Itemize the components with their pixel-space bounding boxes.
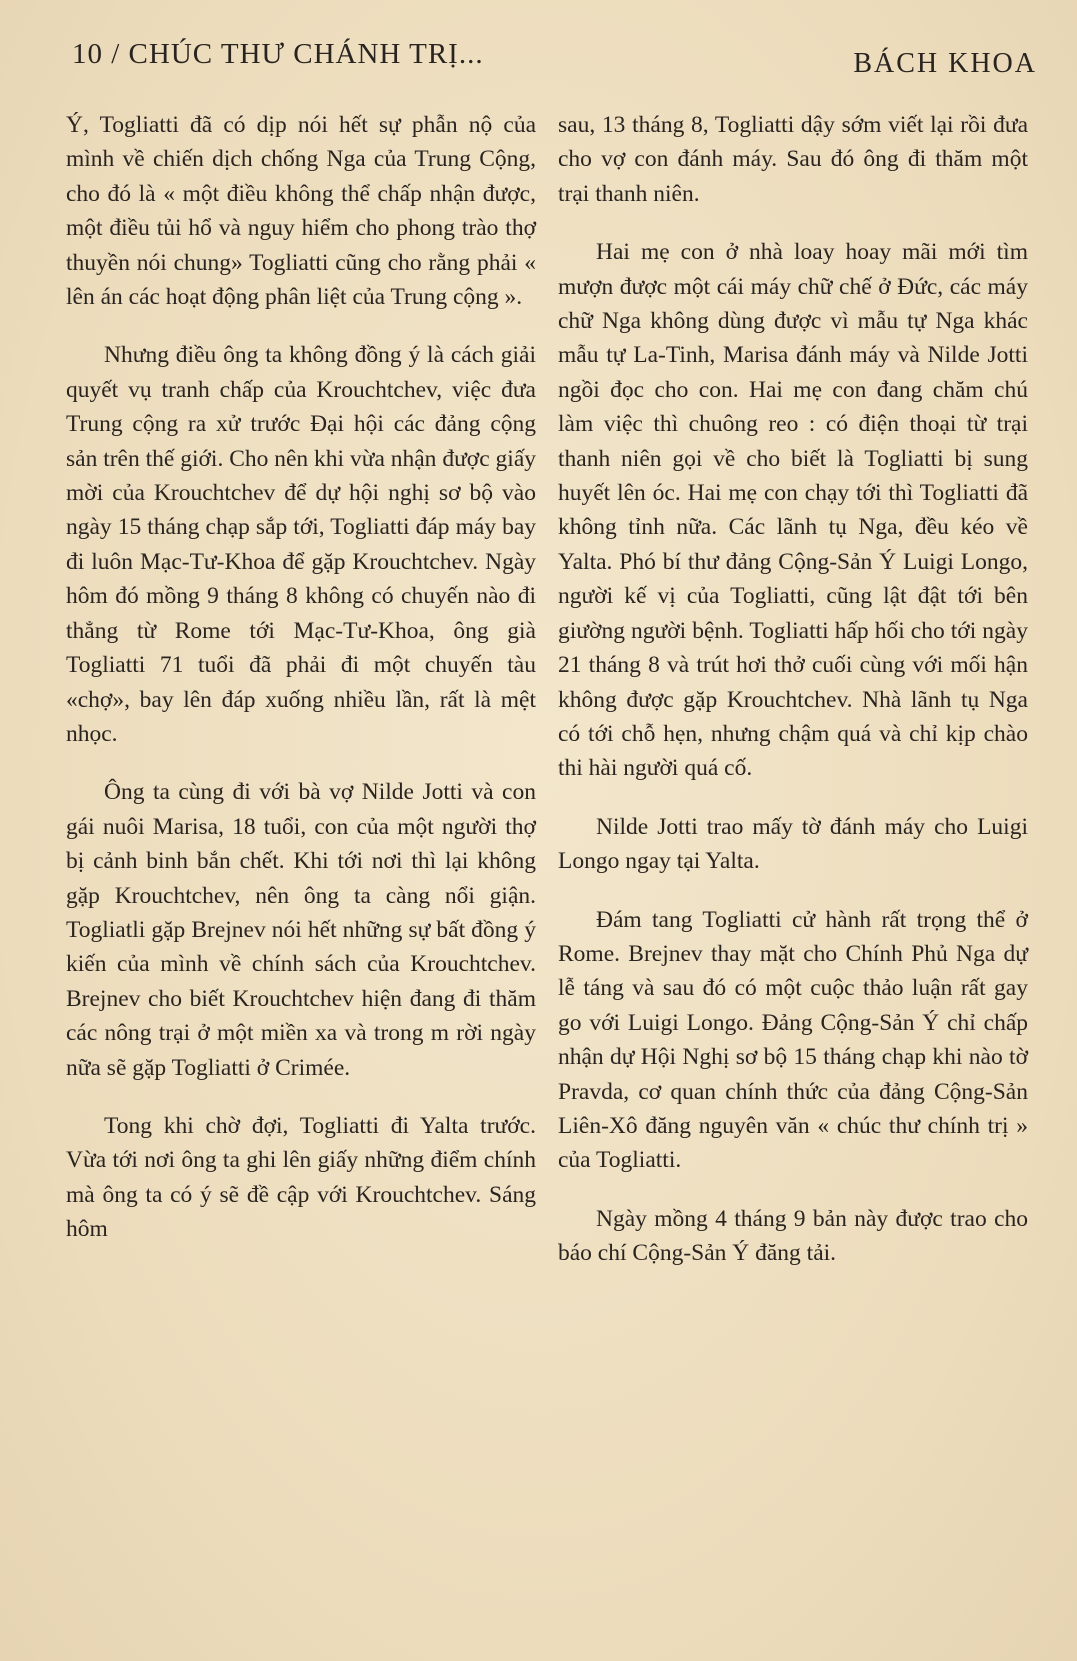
paragraph: Tong khi chờ đợi, Togliatti đi Yalta trước. Vừa tới nơi ông ta ghi lên giấy những điểm chính mà ông ta có ý sẽ đề cập với Krouchtchev. Sáng hôm bbox=[66, 1112, 536, 1243]
paragraph: Hai mẹ con ở nhà loay hoay mãi mới tìm mượn được một cái máy chữ chế ở Đức, các máy chữ Nga không dùng được vì mẫu tự Nga khác mẫu tự La-Tinh, Marisa đánh máy và Nilde Jotti ngồi đọc cho con. Hai mẹ con đang chăm chú làm việc thì chuông reo : có điện thoại từ trại thanh niên gọi về cho biết là Togliatti bị sung huyết lên óc. Hai mẹ con chạy tới thì Togliatti đã không tỉnh nữa. Các lãnh tụ Nga, đều kéo về Yalta. Phó bí thư đảng Cộng-Sản Ý Luigi Longo, người kế vị của Togliatti, cũng lật đật tới bên giường người bệnh. Togliatti hấp hối cho tới ngày 21 tháng 8 và trút hơi thở cuối cùng với mối hận không được gặp Krouchtchev. Nhà lãnh tụ Nga có tới chỗ hẹn, nhưng chậm quá và chỉ kịp chào thi hài người quá cố. bbox=[558, 239, 1028, 782]
paragraph: Đám tang Togliatti cử hành rất trọng thể ở Rome. Brejnev thay mặt cho Chính Phủ Nga dự lễ táng và sau đó có một cuộc thảo luận rất gay go với Luigi Longo. Đảng Cộng-Sản Ý chỉ chấp nhận dự Hội Nghị sơ bộ 15 tháng chạp khi nào tờ Pravda, cơ quan chính thức của đảng Cộng-Sản Liên-Xô đăng nguyên văn « chúc thư chính trị » của Togliatti. bbox=[558, 906, 1028, 1174]
paragraph: Ý, Togliatti đã có dịp nói hết sự phẫn nộ của mình về chiến dịch chống Nga của Trung Cộng, cho đó là « một điều không thể chấp nhận được, một điều tủi hổ và nguy hiểm cho phong trào thợ thuyền nói chung» Togliatti cũng cho rằng phải « lên án các hoạt động phân liệt của Trung cộng ». bbox=[66, 112, 536, 311]
paragraph: Nilde Jotti trao mấy tờ đánh máy cho Luigi Longo ngay tại Yalta. bbox=[558, 813, 1028, 875]
right-column bbox=[558, 108, 1028, 1295]
paragraph: sau, 13 tháng 8, Togliatti dậy sớm viết lại rồi đưa cho vợ con đánh máy. Sau đó ông đi thăm một trại thanh niên. bbox=[558, 112, 1028, 207]
paragraph: Nhưng điều ông ta không đồng ý là cách giải quyết vụ tranh chấp của Krouchtchev, việc đưa Trung cộng ra xử trước Đại hội các đảng cộng sản trên thế giới. Cho nên khi vừa nhận được giấy mời của Krouchtchev để dự hội nghị sơ bộ vào ngày 15 tháng chạp sắp tới, Togliatti đáp máy bay đi luôn Mạc-Tư-Khoa để gặp Krouchtchev. Ngày hôm đó mồng 9 tháng 8 không có chuyến nào đi thẳng từ Rome tới Mạc-Tư-Khoa, ông già Togliatti 71 tuổi đã phải đi một chuyến tàu «chợ», bay lên đáp xuống nhiều lần, rất là mệt nhọc. bbox=[66, 342, 536, 747]
left-column bbox=[66, 108, 536, 1271]
paragraph: Ngày mồng 4 tháng 9 bản này được trao cho báo chí Cộng-Sản Ý đăng tải. bbox=[558, 1205, 1028, 1267]
running-head-left: 10 / CHÚC THƯ CHÁNH TRỊ... bbox=[72, 38, 484, 70]
paragraph: Ông ta cùng đi với bà vợ Nilde Jotti và con gái nuôi Marisa, 18 tuổi, con của một người thợ bị cảnh binh bắn chết. Khi tới nơi thì lại không gặp Krouchtchev, nên ông ta càng nổi giận. Togliatli gặp Brejnev nói hết những sự bất đồng ý kiến của mình về chính sách của Krouchtchev. Brejnev cho biết Krouchtchev hiện đang đi thăm các nông trại ở một miền xa và trong m rời ngày nữa sẽ gặp Togliatti ở Crimée. bbox=[66, 779, 536, 1081]
page-header bbox=[72, 38, 1037, 82]
running-head-right: BÁCH KHOA bbox=[853, 48, 1037, 79]
